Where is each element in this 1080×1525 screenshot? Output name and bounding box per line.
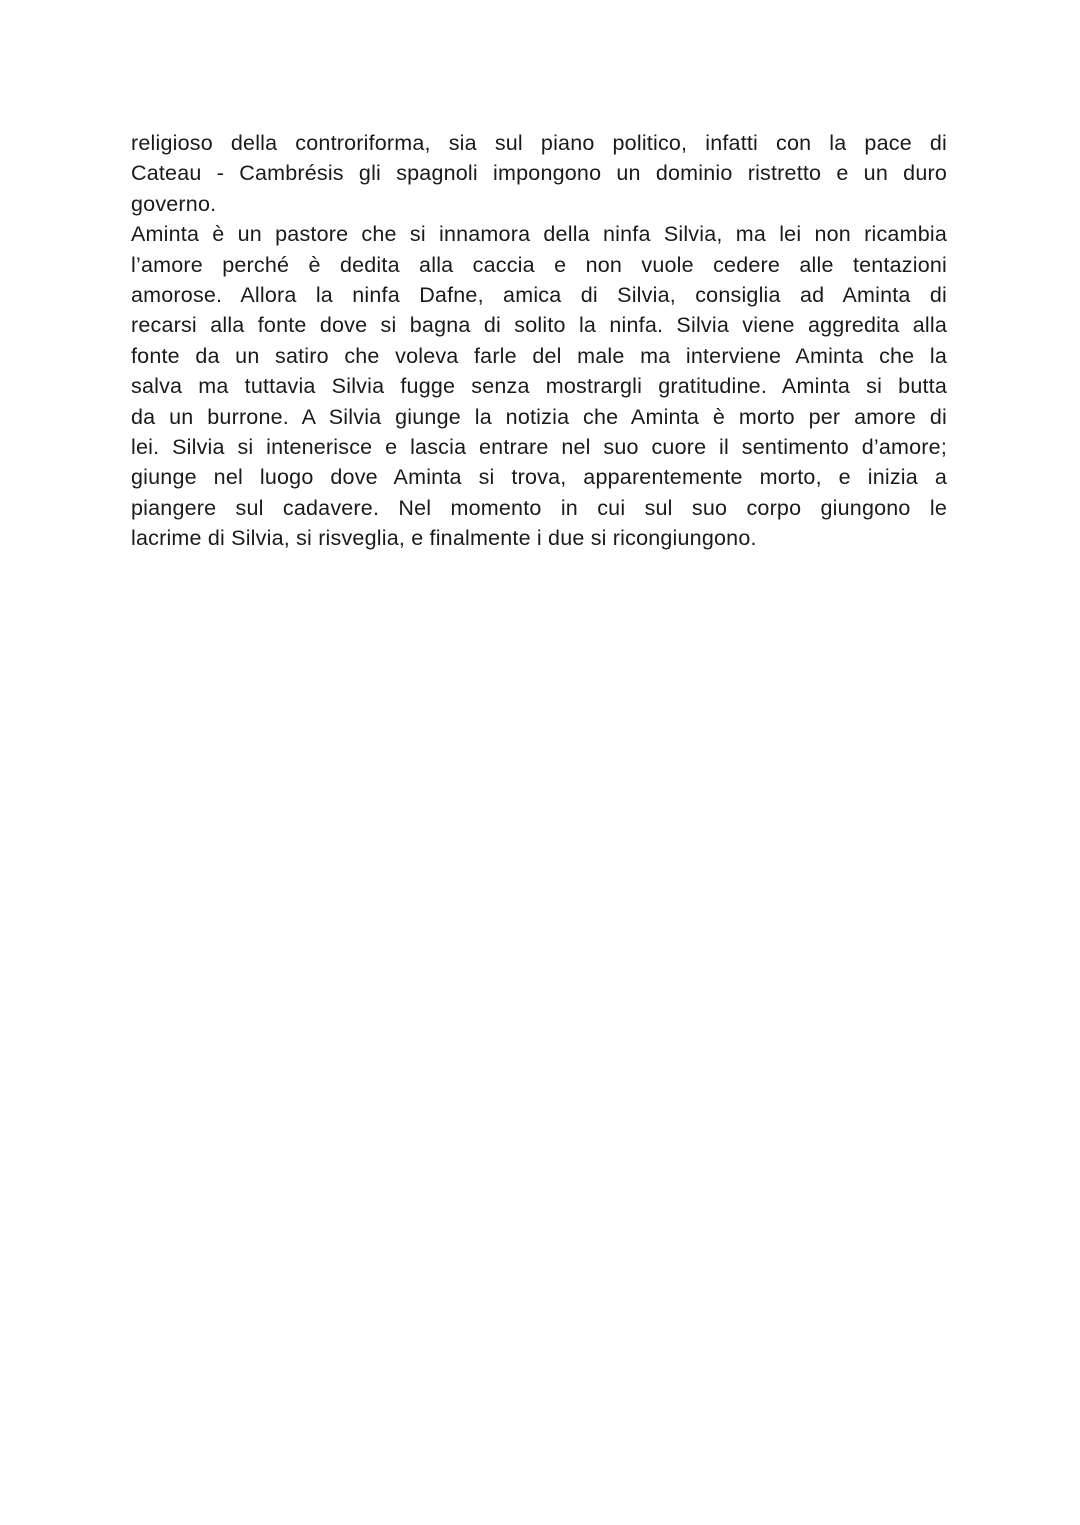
document-body	[131, 128, 947, 553]
text-line: Cateau - Cambrésis gli spagnoli impongono un dominio ristretto e un duro	[131, 161, 947, 186]
text-line: piangere sul cadavere. Nel momento in cui sul suo corpo giungono le	[131, 495, 947, 520]
text-line: lei. Silvia si intenerisce e lascia entrare nel suo cuore il sentimento d’amore;	[131, 434, 947, 459]
text-line: l’amore perché è dedita alla caccia e non vuole cedere alle tentazioni	[131, 252, 947, 277]
text-line: amorose. Allora la ninfa Dafne, amica di Silvia, consiglia ad Aminta di	[131, 282, 947, 307]
text-line: religioso della controriforma, sia sul piano politico, infatti con la pace di	[131, 131, 947, 155]
text-line: Aminta è un pastore che si innamora della ninfa Silvia, ma lei non ricambia	[131, 222, 947, 247]
text-line: salva ma tuttavia Silvia fugge senza mostrargli gratitudine. Aminta si butta	[131, 374, 947, 399]
text-line: da un burrone. A Silvia giunge la notizia che Aminta è morto per amore di	[131, 404, 947, 429]
text-line: fonte da un satiro che voleva farle del male ma interviene Aminta che la	[131, 343, 947, 368]
text-line: governo.	[131, 191, 217, 216]
text-line: giunge nel luogo dove Aminta si trova, apparentemente morto, e inizia a	[131, 465, 947, 490]
text-line: lacrime di Silvia, si risveglia, e finalmente i due si ricongiungono.	[131, 526, 757, 551]
text-line: recarsi alla fonte dove si bagna di solito la ninfa. Silvia viene aggredita alla	[131, 313, 947, 338]
